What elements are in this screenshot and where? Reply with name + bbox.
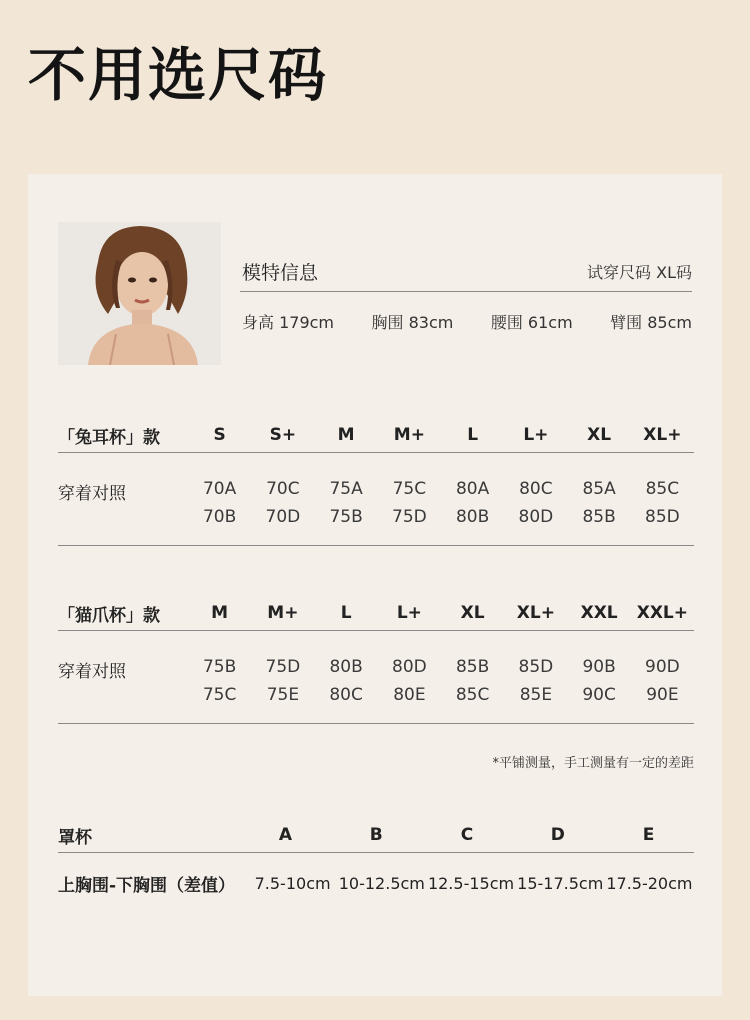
size-values	[441, 653, 504, 709]
cup-header: A	[278, 825, 292, 845]
model-portrait-image	[58, 222, 221, 365]
size-header: L+	[396, 603, 422, 623]
table-header-row	[58, 422, 694, 448]
cup-header: D	[550, 825, 565, 845]
table-name: 「兔耳杯」款	[58, 427, 160, 448]
cell: 80A	[455, 479, 490, 499]
size-card	[28, 174, 722, 996]
table-header-row	[58, 822, 694, 848]
size-header: XL	[587, 425, 612, 445]
cell: 80D	[518, 507, 554, 527]
row-label: 穿着对照	[58, 662, 126, 682]
cell: 75D	[265, 657, 301, 677]
cell: 75A	[329, 479, 363, 499]
size-values	[631, 475, 694, 531]
cell: 70C	[266, 479, 300, 499]
size-header: L	[467, 425, 479, 445]
table-name: 「猫爪杯」款	[58, 605, 160, 626]
cell: 80C	[519, 479, 553, 499]
size-values	[251, 653, 314, 709]
divider	[58, 545, 694, 546]
cell: 90E	[646, 685, 679, 705]
cell: 75B	[329, 507, 363, 527]
cell: 75C	[392, 479, 427, 499]
size-values	[315, 475, 378, 531]
cell: 80B	[455, 507, 490, 527]
model-stats	[242, 310, 692, 333]
cell: 15-17.5cm	[517, 874, 604, 893]
cell: 85E	[519, 685, 553, 705]
cell: 12.5-15cm	[427, 874, 515, 893]
cell: 10-12.5cm	[338, 874, 425, 893]
table-rabbit-ear	[58, 422, 694, 546]
table-cat-paw	[58, 600, 694, 724]
row-label: 穿着对照	[58, 484, 126, 504]
size-values	[378, 475, 441, 531]
size-header: XXL	[580, 603, 618, 623]
cup-header: C	[460, 825, 474, 845]
cup-table	[58, 822, 694, 896]
model-info-title: 模特信息	[242, 262, 319, 284]
divider	[58, 723, 694, 724]
cell: 80D	[392, 657, 427, 677]
size-header: XL+	[516, 603, 555, 623]
size-header: M+	[267, 603, 299, 623]
size-header: M	[211, 603, 229, 623]
cell: 90D	[645, 657, 680, 677]
model-bust: 胸围 83cm	[371, 313, 454, 332]
cell: 80E	[393, 685, 426, 705]
cell: 75D	[392, 507, 427, 527]
size-values	[188, 653, 251, 709]
size-header: S	[213, 425, 226, 445]
size-values	[568, 475, 631, 531]
cell: 85D	[645, 507, 680, 527]
size-header: S+	[269, 425, 297, 445]
size-values	[504, 475, 567, 531]
cell: 75E	[266, 685, 300, 705]
table-header-row	[58, 600, 694, 626]
cell: 85C	[645, 479, 680, 499]
cell: 85B	[455, 657, 490, 677]
cell: 17.5-20cm	[606, 874, 693, 893]
cell: 90C	[582, 685, 616, 705]
size-header: XXL+	[636, 603, 689, 623]
cell: 85B	[582, 507, 616, 527]
cell: 70D	[265, 507, 301, 527]
model-height: 身高 179cm	[242, 313, 335, 332]
cell: 80C	[329, 685, 363, 705]
size-header: L+	[523, 425, 549, 445]
cell: 75C	[202, 685, 237, 705]
cell: 80B	[329, 657, 363, 677]
table-row	[58, 475, 694, 531]
page-title: 不用选尺码	[28, 41, 329, 109]
measurement-note: *平铺测量，手工测量有一定的差距	[492, 756, 694, 771]
diff-label: 上胸围-下胸围（差值）	[58, 876, 236, 896]
cell: 75B	[202, 657, 237, 677]
divider	[58, 852, 694, 853]
size-values	[568, 653, 631, 709]
cup-header: E	[642, 825, 655, 845]
cell: 85C	[455, 685, 490, 705]
model-photo	[58, 222, 221, 365]
size-header: M	[337, 425, 355, 445]
model-waist: 腰围 61cm	[490, 313, 573, 332]
size-header: M+	[393, 425, 425, 445]
size-values	[251, 475, 314, 531]
cell: 7.5-10cm	[254, 874, 331, 893]
model-arm: 臂围 85cm	[610, 313, 692, 332]
divider	[58, 630, 694, 631]
cell: 85D	[518, 657, 554, 677]
cell: 85A	[582, 479, 616, 499]
size-header: XL+	[643, 425, 682, 445]
divider	[58, 452, 694, 453]
size-values	[188, 475, 251, 531]
cell: 70A	[202, 479, 237, 499]
size-values	[631, 653, 694, 709]
size-header: XL	[460, 603, 485, 623]
size-header: L	[340, 603, 352, 623]
size-values	[504, 653, 567, 709]
model-trial-size: 试穿尺码 XL码	[587, 263, 692, 282]
cup-header: B	[369, 825, 383, 845]
cell: 70B	[202, 507, 237, 527]
cup-label: 罩杯	[58, 827, 92, 848]
table-row	[58, 653, 694, 709]
size-values	[315, 653, 378, 709]
size-values	[441, 475, 504, 531]
size-values	[378, 653, 441, 709]
table-row	[58, 871, 694, 896]
divider	[240, 291, 692, 292]
cell: 90B	[582, 657, 616, 677]
